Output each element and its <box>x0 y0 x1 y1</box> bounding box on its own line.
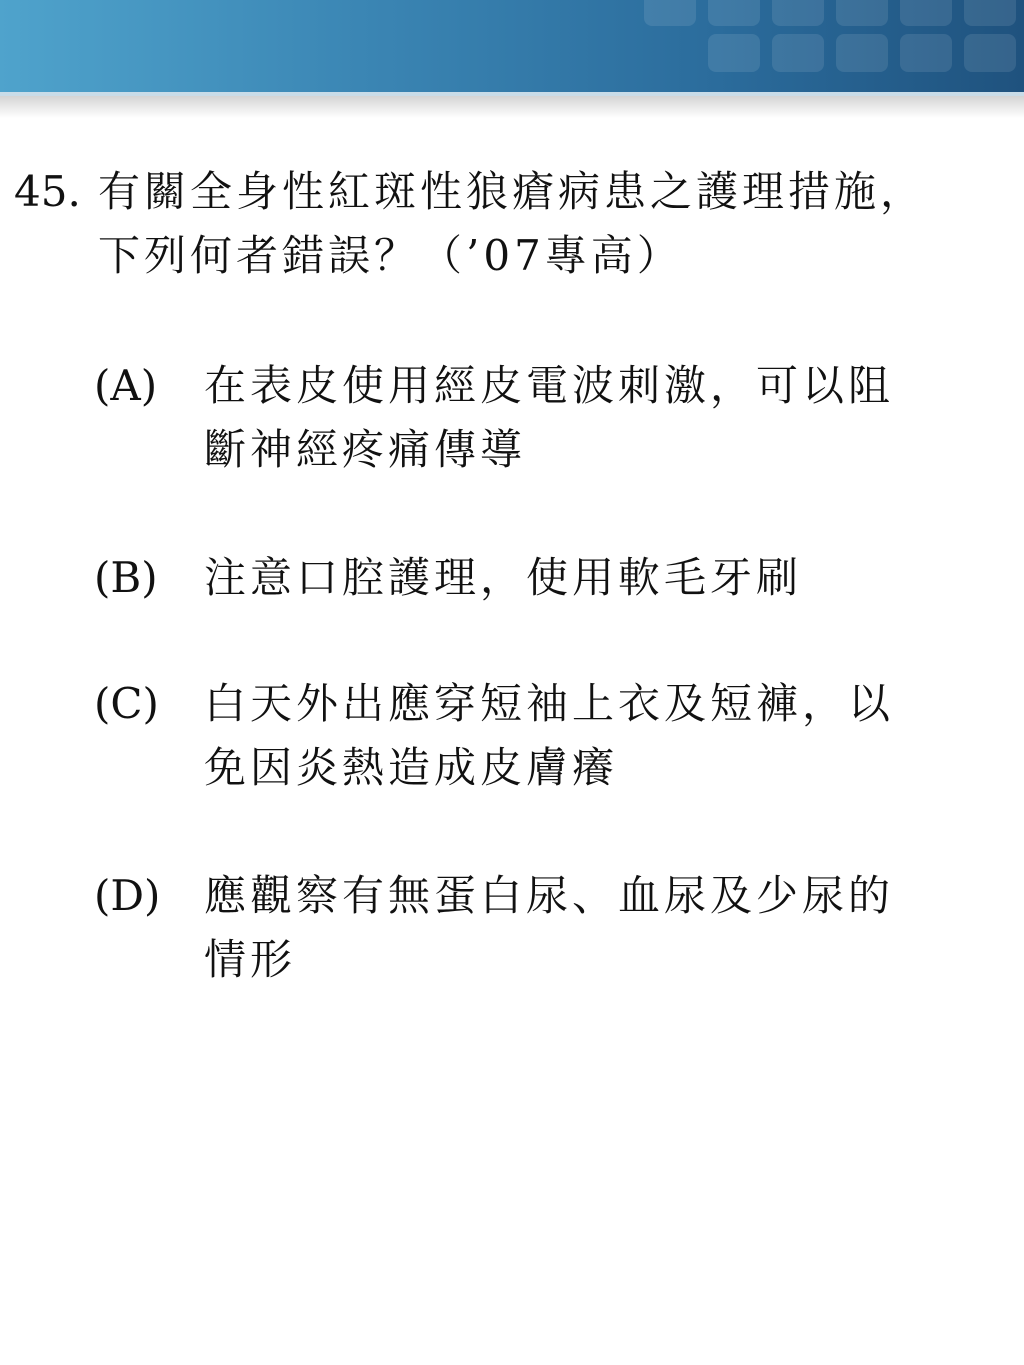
option-line: 白天外出應穿短袖上衣及短褲，以 <box>204 679 895 728</box>
header-banner <box>0 0 1024 92</box>
option-d-label: (D) <box>94 871 161 920</box>
option-line: 在表皮使用經皮電波刺激，可以阻 <box>204 361 895 410</box>
option-line: 情形 <box>204 935 297 984</box>
option-line: 注意口腔護理，使用軟毛牙刷 <box>204 553 803 602</box>
header-shadow <box>0 96 1024 118</box>
option-a-label: (A) <box>94 361 158 410</box>
option-c-text <box>204 672 1004 800</box>
option-line: 免因炎熱造成皮膚癢 <box>204 743 619 792</box>
option-b-text <box>204 546 1004 610</box>
option-c-label: (C) <box>94 679 159 728</box>
option-line: 斷神經疼痛傳導 <box>204 425 527 474</box>
option-line: 應觀察有無蛋白尿、血尿及少尿的 <box>204 871 895 920</box>
option-b-label: (B) <box>94 553 158 602</box>
option-d-text <box>204 864 1004 992</box>
question-number: 45. <box>14 167 81 216</box>
question-text <box>98 160 1018 288</box>
header-tile-pattern <box>604 0 1024 92</box>
option-a-text <box>204 354 1004 482</box>
question-line: 有關全身性紅斑性狼瘡病患之護理措施， <box>98 167 927 216</box>
question-line: 下列何者錯誤？（’07專高） <box>98 231 683 280</box>
